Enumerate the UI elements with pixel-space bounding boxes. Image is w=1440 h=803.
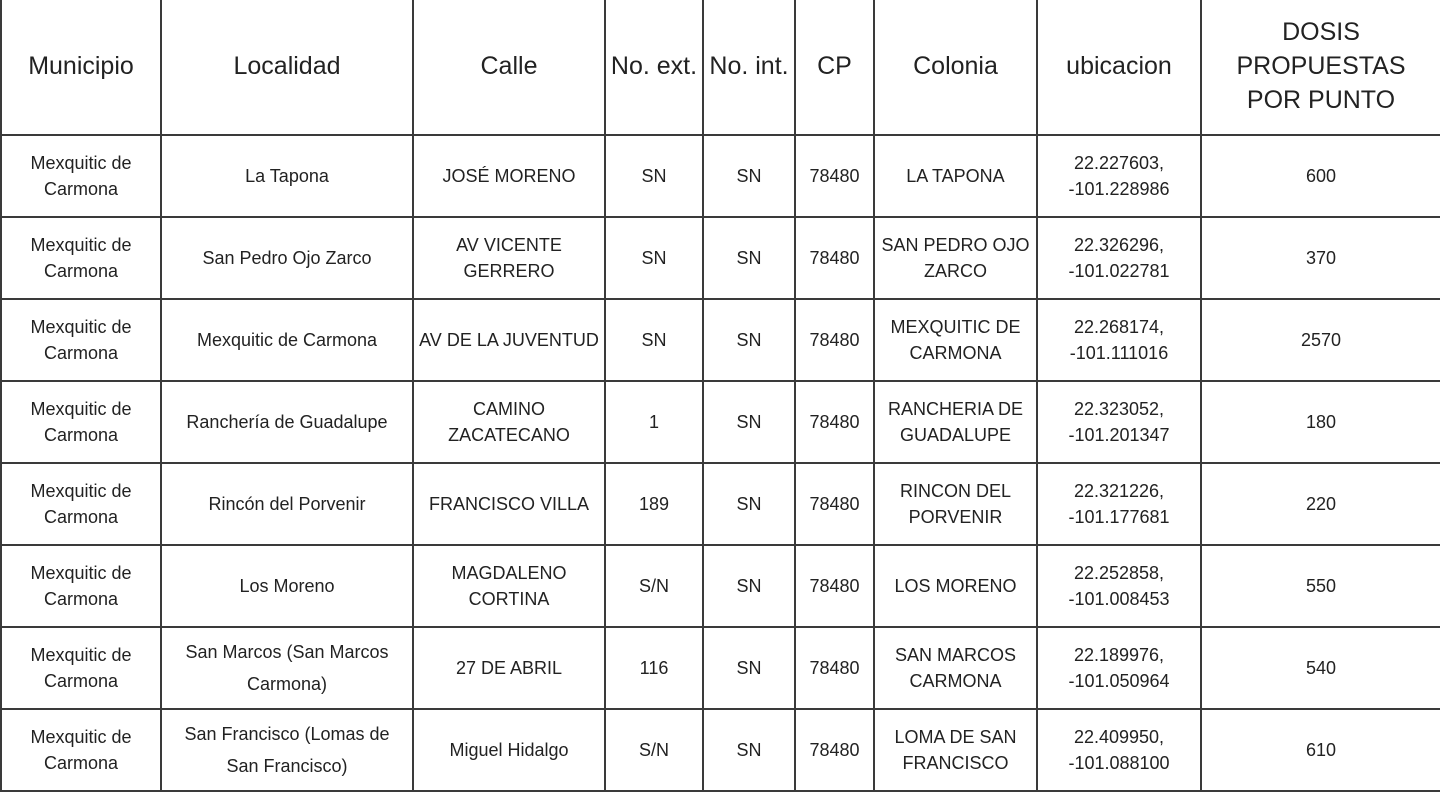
cell-no-int: SN [703,463,795,545]
cell-colonia: SAN MARCOS CARMONA [874,627,1037,709]
cell-no-int: SN [703,217,795,299]
cell-cp: 78480 [795,627,874,709]
cell-no-ext: S/N [605,709,703,791]
header-no-int: No. int. [703,0,795,135]
cell-calle: 27 DE ABRIL [413,627,605,709]
cell-cp: 78480 [795,463,874,545]
cell-cp: 78480 [795,709,874,791]
header-calle: Calle [413,0,605,135]
header-localidad: Localidad [161,0,413,135]
table-row [1,463,1440,545]
cell-calle: JOSÉ MORENO [413,135,605,217]
table-row [1,299,1440,381]
header-dosis-propuestas: DOSIS PROPUESTAS POR PUNTO [1201,0,1440,135]
cell-localidad: Mexquitic de Carmona [161,299,413,381]
cell-ubicacion: 22.323052, -101.201347 [1037,381,1201,463]
cell-no-ext: SN [605,217,703,299]
cell-ubicacion: 22.252858, -101.008453 [1037,545,1201,627]
cell-municipio: Mexquitic de Carmona [1,381,161,463]
cell-municipio: Mexquitic de Carmona [1,135,161,217]
cell-localidad: San Francisco (Lomas de San Francisco) [161,709,413,791]
header-colonia: Colonia [874,0,1037,135]
cell-dosis: 550 [1201,545,1440,627]
cell-localidad: Rincón del Porvenir [161,463,413,545]
cell-dosis: 220 [1201,463,1440,545]
cell-colonia: SAN PEDRO OJO ZARCO [874,217,1037,299]
table-row [1,135,1440,217]
cell-no-int: SN [703,135,795,217]
cell-colonia: LA TAPONA [874,135,1037,217]
cell-dosis: 370 [1201,217,1440,299]
cell-ubicacion: 22.227603, -101.228986 [1037,135,1201,217]
table-row [1,217,1440,299]
cell-localidad: San Marcos (San Marcos Carmona) [161,627,413,709]
header-no-ext: No. ext. [605,0,703,135]
cell-calle: CAMINO ZACATECANO [413,381,605,463]
cell-colonia: LOMA DE SAN FRANCISCO [874,709,1037,791]
cell-municipio: Mexquitic de Carmona [1,299,161,381]
cell-cp: 78480 [795,299,874,381]
cell-localidad: Los Moreno [161,545,413,627]
cell-no-ext: S/N [605,545,703,627]
header-ubicacion: ubicacion [1037,0,1201,135]
header-cp: CP [795,0,874,135]
cell-dosis: 180 [1201,381,1440,463]
cell-ubicacion: 22.326296, -101.022781 [1037,217,1201,299]
cell-municipio: Mexquitic de Carmona [1,545,161,627]
cell-colonia: LOS MORENO [874,545,1037,627]
cell-calle: AV DE LA JUVENTUD [413,299,605,381]
cell-dosis: 610 [1201,709,1440,791]
cell-municipio: Mexquitic de Carmona [1,627,161,709]
cell-no-int: SN [703,381,795,463]
table-row [1,709,1440,791]
cell-municipio: Mexquitic de Carmona [1,217,161,299]
cell-no-int: SN [703,709,795,791]
cell-localidad: Ranchería de Guadalupe [161,381,413,463]
cell-localidad: San Pedro Ojo Zarco [161,217,413,299]
cell-municipio: Mexquitic de Carmona [1,463,161,545]
cell-no-ext: SN [605,299,703,381]
table-row [1,545,1440,627]
table-row [1,381,1440,463]
cell-cp: 78480 [795,135,874,217]
cell-calle: MAGDALENO CORTINA [413,545,605,627]
header-municipio: Municipio [1,0,161,135]
cell-no-int: SN [703,627,795,709]
cell-no-ext: 189 [605,463,703,545]
cell-no-int: SN [703,545,795,627]
cell-cp: 78480 [795,381,874,463]
cell-cp: 78480 [795,545,874,627]
header-row [1,0,1440,135]
cell-ubicacion: 22.189976, -101.050964 [1037,627,1201,709]
cell-colonia: RANCHERIA DE GUADALUPE [874,381,1037,463]
cell-cp: 78480 [795,217,874,299]
cell-localidad: La Tapona [161,135,413,217]
cell-calle: AV VICENTE GERRERO [413,217,605,299]
cell-colonia: RINCON DEL PORVENIR [874,463,1037,545]
cell-calle: FRANCISCO VILLA [413,463,605,545]
cell-dosis: 540 [1201,627,1440,709]
table-row [1,627,1440,709]
cell-ubicacion: 22.268174, -101.111016 [1037,299,1201,381]
cell-colonia: MEXQUITIC DE CARMONA [874,299,1037,381]
cell-dosis: 2570 [1201,299,1440,381]
cell-calle: Miguel Hidalgo [413,709,605,791]
cell-municipio: Mexquitic de Carmona [1,709,161,791]
cell-no-ext: 116 [605,627,703,709]
cell-no-ext: 1 [605,381,703,463]
cell-no-int: SN [703,299,795,381]
cell-dosis: 600 [1201,135,1440,217]
cell-ubicacion: 22.409950, -101.088100 [1037,709,1201,791]
cell-ubicacion: 22.321226, -101.177681 [1037,463,1201,545]
cell-no-ext: SN [605,135,703,217]
